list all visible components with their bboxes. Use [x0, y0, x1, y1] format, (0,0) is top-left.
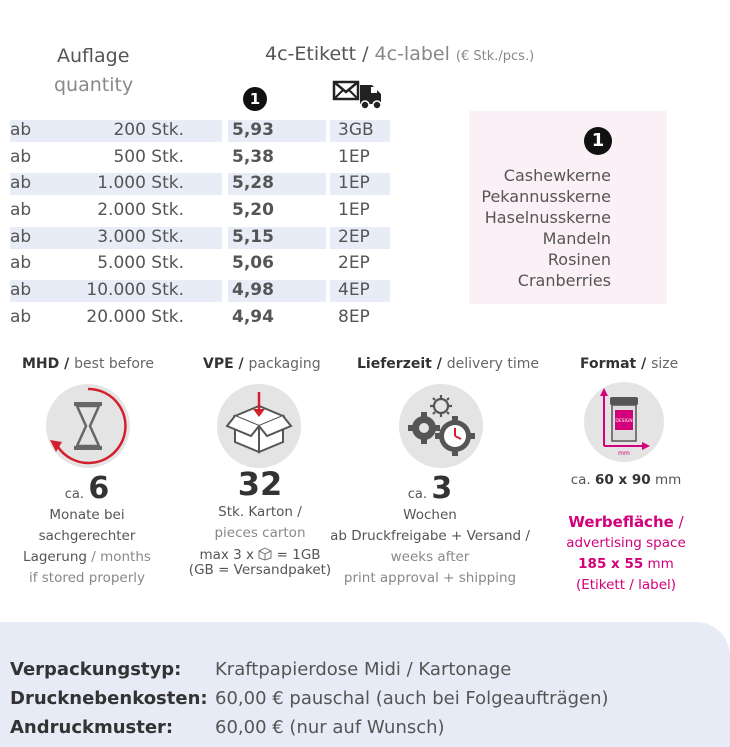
- vpe-value: 32: [237, 465, 283, 503]
- table-row: [10, 147, 390, 169]
- delivery-text: [322, 471, 538, 589]
- mhd-circle: [46, 384, 130, 468]
- table-row: [10, 200, 390, 222]
- list-item: Cranberries: [517, 271, 611, 290]
- delivery-line1: Wochen: [403, 507, 457, 523]
- delivery-heading-de: Lieferzeit: [357, 356, 432, 372]
- row-quantity: 3.000 Stk.: [97, 227, 184, 247]
- delivery-line3: weeks after: [390, 549, 470, 565]
- vpe-heading-de: VPE: [203, 356, 234, 372]
- delivery-line4: print approval + shipping: [343, 570, 517, 586]
- mhd-line3-de: Lagerung: [23, 549, 87, 565]
- row-prefix: ab: [10, 253, 32, 273]
- delivery-line2: ab Druckfreigabe + Versand /: [330, 528, 530, 544]
- row-price: 5,20: [232, 200, 274, 220]
- delivery-heading: Lieferzeit / delivery time: [357, 356, 540, 372]
- format-circle: [584, 382, 664, 462]
- mhd-line1: Monate bei: [49, 507, 125, 523]
- table-row: [10, 280, 390, 302]
- table-row: [10, 307, 390, 329]
- format-size-value: 60 x 90: [595, 472, 651, 488]
- row-shipping: 1EP: [338, 200, 370, 220]
- row-price: 5,15: [232, 227, 274, 247]
- mhd-line2: sachgerechter: [38, 528, 136, 544]
- delivery-value: 3: [431, 471, 453, 506]
- row-prefix: ab: [10, 173, 32, 193]
- row-prefix: ab: [10, 307, 32, 327]
- list-item: Rosinen: [547, 250, 611, 269]
- row-shipping: 8EP: [338, 307, 370, 327]
- product-list: [481, 165, 611, 291]
- row-shipping: 2EP: [338, 253, 370, 273]
- label-heading-en: 4c-label: [374, 43, 450, 65]
- row-quantity: 10.000 Stk.: [86, 280, 184, 300]
- vpe-line1: Stk. Karton /: [218, 504, 302, 520]
- label-heading-de: 4c-Etikett: [265, 43, 357, 65]
- adv-size: 185 x 55: [578, 556, 644, 572]
- format-unit: mm: [654, 472, 682, 488]
- mhd-text: ca. 6 Monate bei sachgerechter Lagerung / months if stored properly: [2, 478, 172, 589]
- row-prefix: ab: [10, 200, 32, 220]
- row-price: 4,94: [232, 307, 274, 327]
- adv-note: (Etikett / label): [575, 577, 677, 593]
- print-costs-label: Drucknebenkosten:: [10, 688, 208, 709]
- vpe-circle: [217, 384, 301, 468]
- row-quantity: 200 Stk.: [113, 120, 184, 140]
- packaging-type-label: Verpackungstyp:: [10, 659, 182, 680]
- mhd-heading: MHD / best before: [22, 356, 154, 372]
- product-number-badge: 1: [243, 87, 267, 111]
- format-size: [556, 470, 696, 491]
- row-price: 5,93: [232, 120, 274, 140]
- row-quantity: 2.000 Stk.: [97, 200, 184, 220]
- product-list-badge: 1: [584, 127, 612, 155]
- envelope-truck-icon: [332, 79, 386, 111]
- label-heading: [265, 43, 534, 65]
- row-prefix: ab: [10, 280, 32, 300]
- quantity-heading-en: quantity: [54, 74, 134, 96]
- label-heading-unit: (€ Stk./pcs.): [455, 49, 535, 64]
- list-item: Cashewkerne: [503, 166, 611, 185]
- list-item: Mandeln: [542, 229, 611, 248]
- row-quantity: 1.000 Stk.: [97, 173, 184, 193]
- format-icon-unit: mm: [618, 450, 630, 457]
- packaging-type-value: Kraftpapierdose Midi / Kartonage: [215, 659, 512, 680]
- vpe-line2: pieces carton: [214, 525, 306, 541]
- row-shipping: 3GB: [338, 120, 374, 140]
- adv-en: advertising space: [566, 535, 686, 551]
- tin-can-icon: [584, 382, 664, 462]
- vpe-line4: (GB = Versandpaket): [188, 562, 332, 578]
- table-row: [10, 227, 390, 249]
- mhd-heading-de: MHD: [22, 356, 60, 372]
- row-prefix: ab: [10, 147, 32, 167]
- box-icon: [217, 384, 301, 468]
- vpe-line3b: = 1GB: [276, 547, 321, 563]
- row-shipping: 4EP: [338, 280, 370, 300]
- delivery-prefix: ca.: [407, 487, 428, 502]
- row-price: 4,98: [232, 280, 274, 300]
- table-row: [10, 120, 390, 142]
- format-heading-de: Format: [580, 356, 637, 372]
- table-row: [10, 173, 390, 195]
- row-shipping: 1EP: [338, 173, 370, 193]
- adv-unit: mm: [647, 556, 674, 572]
- product-list-box: [469, 111, 667, 304]
- row-price: 5,28: [232, 173, 274, 193]
- vpe-heading: VPE / packaging: [203, 356, 321, 372]
- advertising-space: Werbefläche / advertising space 185 x 55 mm (Etikett / label): [554, 512, 698, 596]
- mhd-line3-en: months: [100, 549, 151, 565]
- details-panel: [0, 622, 730, 747]
- adv-de: Werbefläche: [568, 513, 674, 531]
- mhd-line4: if stored properly: [28, 570, 146, 586]
- print-costs-value: 60,00 € pauschal (auch bei Folgeaufträgen): [215, 688, 609, 709]
- list-item: Pekannusskerne: [481, 187, 611, 206]
- row-quantity: 5.000 Stk.: [97, 253, 184, 273]
- quantity-heading: Auflage: [57, 45, 130, 67]
- format-prefix: ca.: [570, 472, 591, 488]
- delivery-heading-en: delivery time: [446, 356, 540, 372]
- mhd-prefix: ca.: [64, 487, 85, 502]
- row-quantity: 20.000 Stk.: [86, 307, 184, 327]
- row-price: 5,06: [232, 253, 274, 273]
- vpe-line3a: max 3 x: [199, 547, 255, 563]
- mhd-value: 6: [88, 471, 110, 506]
- vpe-text: [185, 465, 335, 578]
- format-heading: Format / size: [580, 356, 679, 372]
- label-heading-sep: /: [356, 43, 375, 65]
- list-item: Haselnusskerne: [484, 208, 611, 227]
- row-price: 5,38: [232, 147, 274, 167]
- gears-clock-icon: [399, 384, 483, 468]
- row-shipping: 1EP: [338, 147, 370, 167]
- row-quantity: 500 Stk.: [113, 147, 184, 167]
- format-heading-en: size: [651, 356, 679, 372]
- format-icon-text: DESIGN: [615, 419, 633, 424]
- vpe-heading-en: packaging: [248, 356, 321, 372]
- hourglass-icon: [46, 384, 130, 468]
- mhd-heading-en: best before: [74, 356, 154, 372]
- proof-sample-value: 60,00 € (nur auf Wunsch): [215, 717, 445, 738]
- proof-sample-label: Andruckmuster:: [10, 717, 174, 738]
- delivery-circle: [399, 384, 483, 468]
- row-prefix: ab: [10, 120, 32, 140]
- row-prefix: ab: [10, 227, 32, 247]
- table-row: [10, 253, 390, 275]
- small-box-icon: [258, 547, 272, 561]
- row-shipping: 2EP: [338, 227, 370, 247]
